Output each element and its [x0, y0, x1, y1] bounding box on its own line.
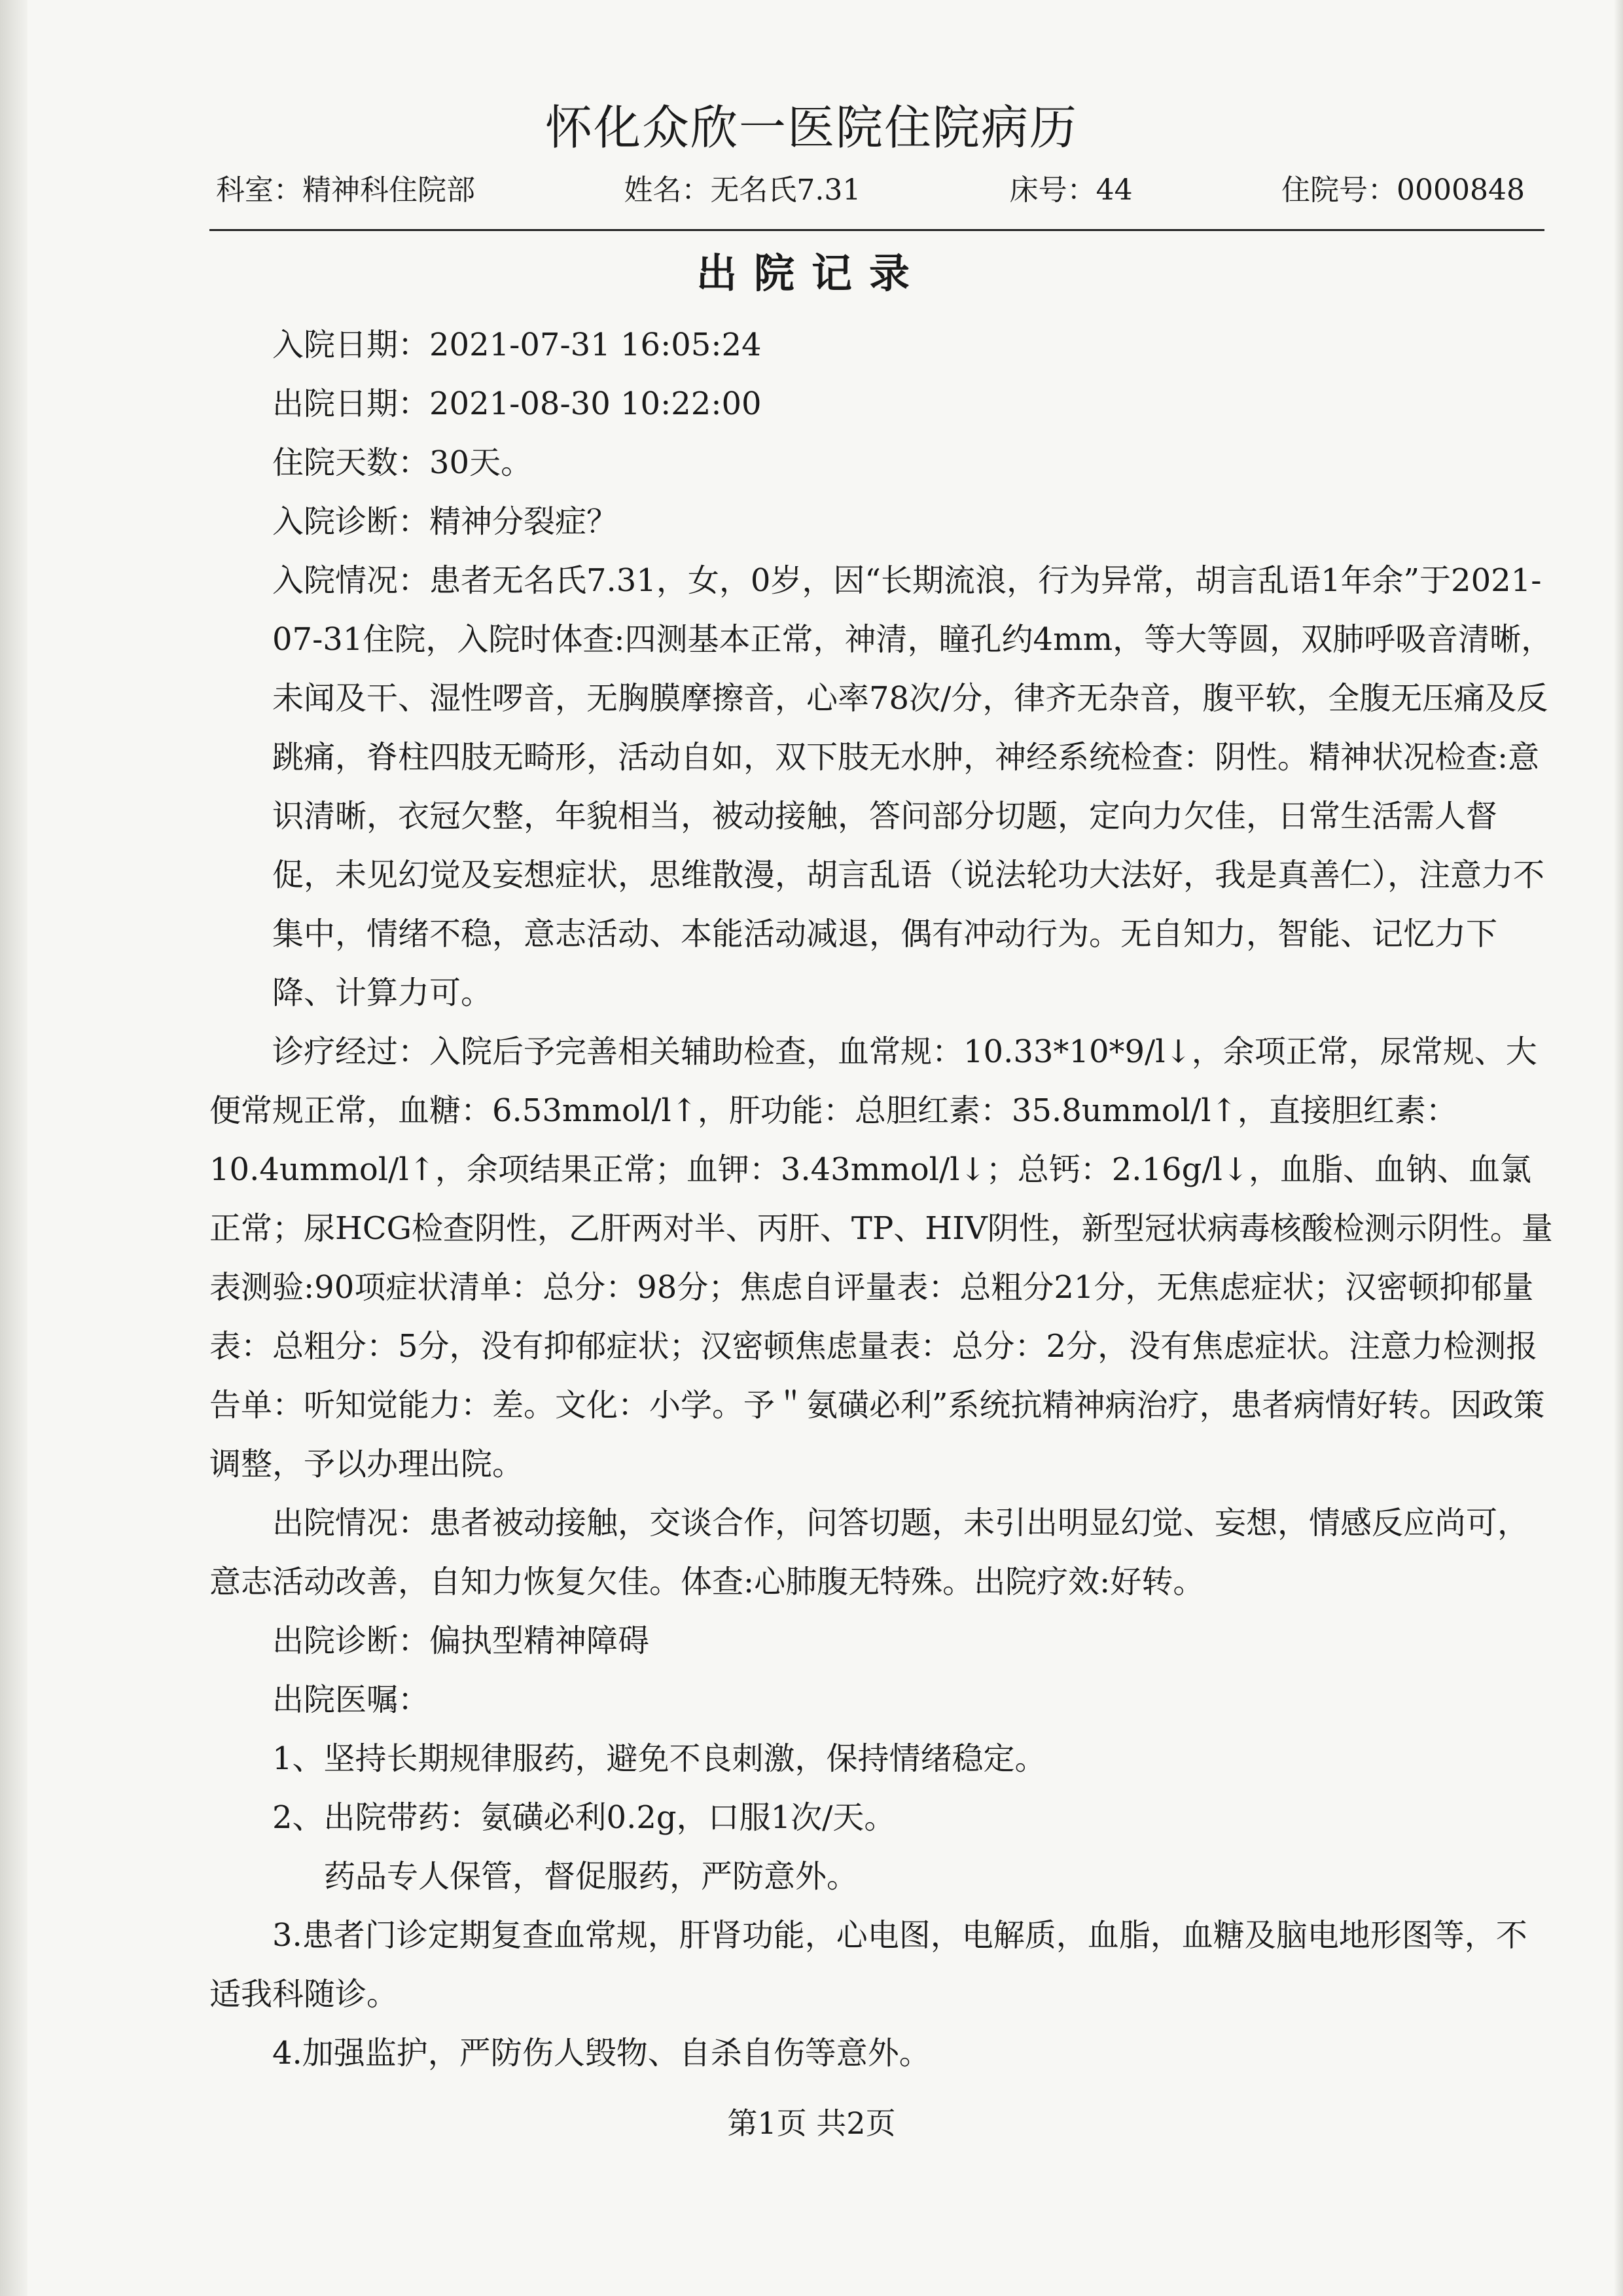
stay-days: 住院天数：30天。 [272, 444, 533, 481]
admission-number-field: 住院号：0000848 [1281, 173, 1525, 207]
admit-date: 入院日期：2021-07-31 16:05:24 [272, 327, 762, 363]
scan-edge-left [0, 0, 27, 2296]
order-item-2: 2、出院带药：氨磺必利0.2g，口服1次/天。 [272, 1799, 896, 1836]
patient-name-field: 姓名：无名氏7.31 [624, 173, 861, 207]
record-title: 出院记录 [696, 249, 927, 297]
order-item-3: 3.患者门诊定期复查血常规，肝肾功能，心电图，电解质，血脂，血糖及脑电地形图等，不适我科随诊。 [209, 1917, 1527, 2013]
discharge-status-paragraph [209, 1494, 1558, 1611]
bed-number-field: 床号：44 [1009, 173, 1133, 207]
admission-status-paragraph [209, 551, 1558, 1022]
department-field: 科室：精神科住院部 [216, 173, 475, 207]
header-divider [209, 229, 1544, 231]
discharge-status-text: 出院情况：患者被动接触，交谈合作，问答切题，未引出明显幻觉、妄想，情感反应尚可，意志活动改善，自知力恢复欠佳。体查:心肺腹无特殊。出院疗效:好转。 [209, 1505, 1529, 1600]
scan-edge-right [1614, 0, 1623, 2296]
treatment-course-paragraph [209, 1022, 1558, 1494]
order-item-2-note: 药品专人保管，督促服药，严防意外。 [324, 1858, 859, 1895]
page-number: 第1页 共2页 [727, 2106, 896, 2141]
hospital-title: 怀化众欣一医院住院病历 [544, 100, 1078, 155]
order-item-4: 4.加强监护，严防伤人毁物、自杀自伤等意外。 [272, 2035, 931, 2072]
record-body [209, 315, 1558, 2083]
order-item-1: 1、坚持长期规律服药，避免不良刺激，保持情绪稳定。 [272, 1740, 1046, 1777]
orders-heading: 出院医嘱： [272, 1681, 430, 1718]
discharge-diagnosis: 出院诊断：偏执型精神障碍 [272, 1623, 650, 1659]
admit-diagnosis: 入院诊断：精神分裂症？ [272, 503, 618, 540]
patient-header [216, 171, 1525, 209]
treatment-course-text: 诊疗经过：入院后予完善相关辅助检查，血常规：10.33*10*9/l↓，余项正常，尿常规、大便常规正常，血糖：6.53mmol/l↑，肝功能：总胆红素：35.8ummol/l↑，直接胆红素：10.4ummol/l↑，余项结果正常；血钾：3.43mmol/l↓；总钙：2.16g/l↓，血脂、血钠、血氯正常；尿HCG检查阴性，乙肝两对半、丙肝、TP、HIV阴性，新型冠状病毒核酸检测示阴性。量表测验:90项症状清单：总分：98分；焦虑自评量表：总粗分21分，无焦虑症状；汉密顿抑郁量表：总粗分：5分，没有抑郁症状；汉密顿焦虑量表：总分：2分，没有焦虑症状。注意力检测报告单：听知觉能力：差。文化：小学。予＂氨磺必利”系统抗精神病治疗，患者病情好转。因政策调整，予以办理出院。 [209, 1033, 1553, 1482]
admission-status-text: 入院情况：患者无名氏7.31，女，0岁，因“长期流浪，行为异常，胡言乱语1年余”于2021-07-31住院，入院时体查:四测基本正常，神清，瞳孔约4mm，等大等圆，双肺呼吸音清晰，未闻及干、湿性啰音，无胸膜摩擦音，心率78次/分，律齐无杂音，腹平软，全腹无压痛及反跳痛，脊柱四肢无畸形，活动自如，双下肢无水肿，神经系统检查：阴性。精神状况检查:意识清晰，衣冠欠整，年貌相当，被动接触，答问部分切题，定向力欠佳，日常生活需人督促，未见幻觉及妄想症状，思维散漫，胡言乱语（说法轮功大法好，我是真善仁），注意力不集中，情绪不稳，意志活动、本能活动减退，偶有冲动行为。无自知力，智能、记忆力下降、计算力可。 [272, 562, 1553, 1011]
discharge-date: 出院日期：2021-08-30 10:22:00 [272, 386, 762, 422]
